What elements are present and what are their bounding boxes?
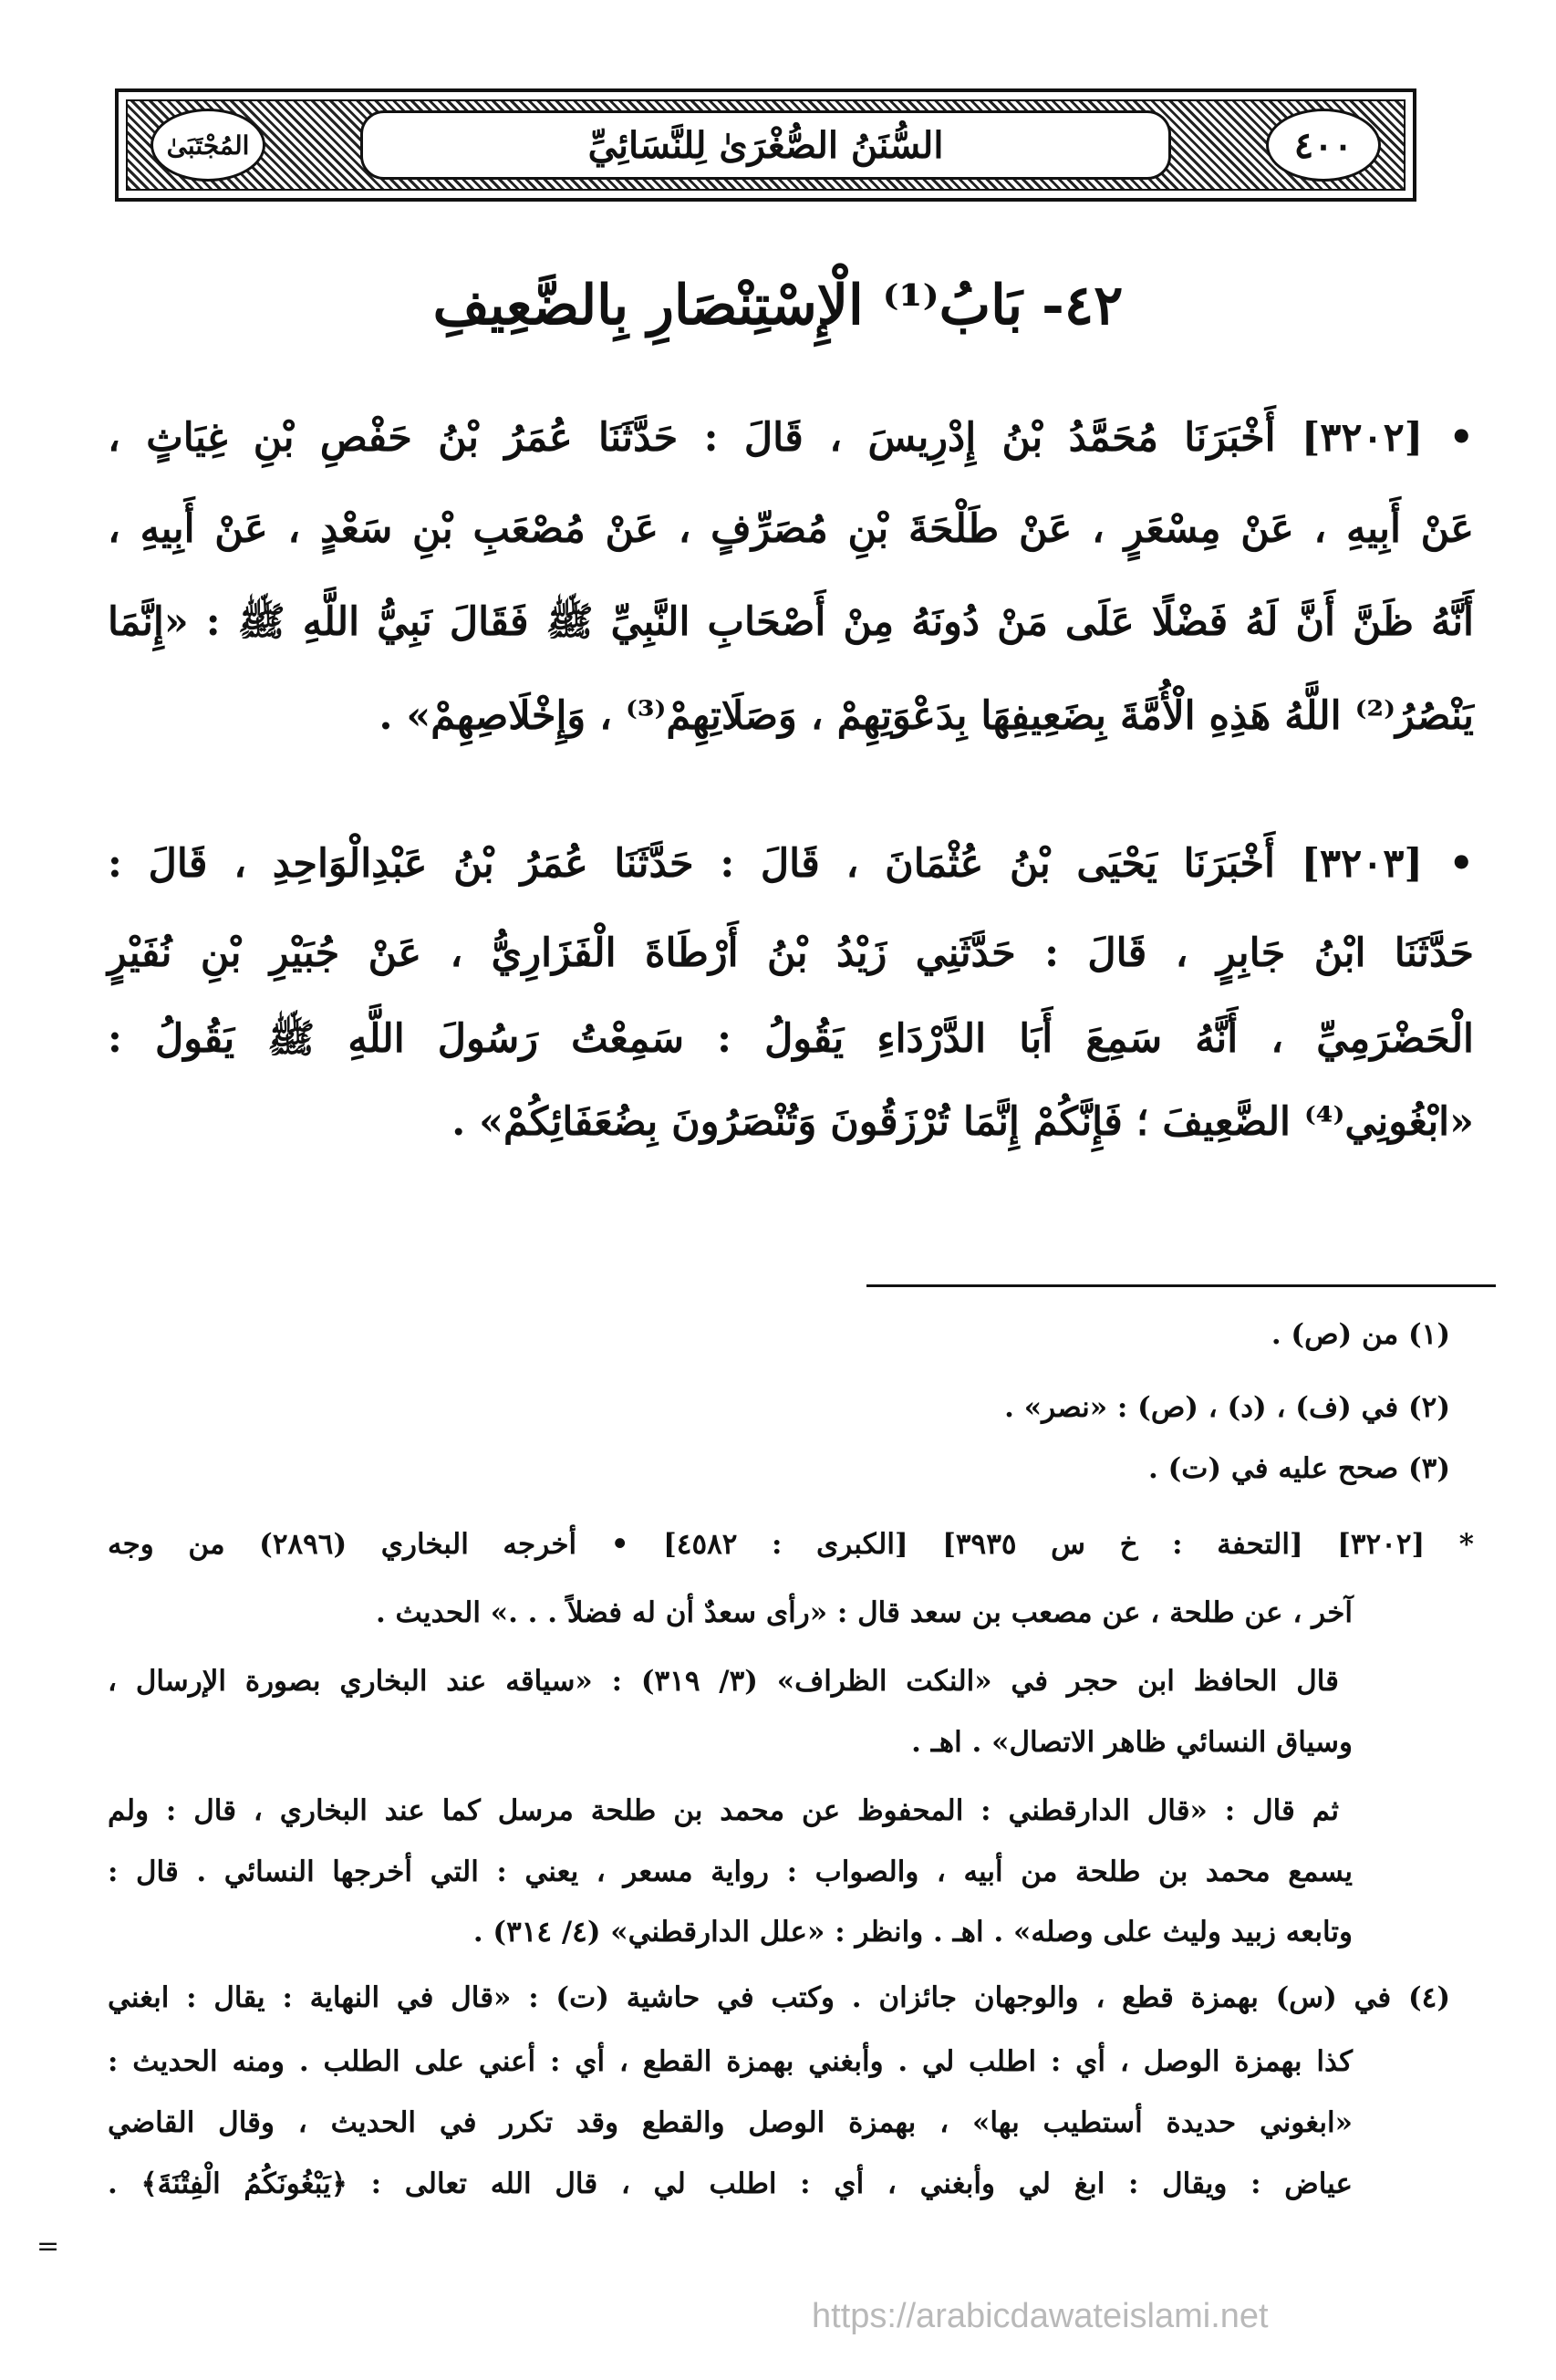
emblem-text: المُجْتَبَىٰ: [166, 130, 250, 161]
hadith-line: الْحَضْرَمِيِّ ، أَنَّهُ سَمِعَ أَبَا الدَّرْدَاءِ يَقُولُ : سَمِعْتُ رَسُولَ اللَّهِ ﷺ يَقُولُ :: [108, 1016, 1474, 1062]
running-title: السُّنَنُ الصُّغْرَىٰ لِلنَّسَائِيِّ: [587, 123, 944, 167]
watermark-url: https://arabicdawateislami.net: [812, 2297, 1269, 2335]
chapter-title: ٤٢- بَابُ⁽¹⁾ الْإِسْتِنْصَارِ بِالضَّعِيفِ: [432, 274, 1124, 338]
page-number-medallion: [1266, 109, 1381, 182]
commentary-line: آخر ، عن طلحة ، عن مصعب بن سعد قال : «رأى سعدٌ أن له فضلاً . . .» الحديث .: [375, 1596, 1353, 1629]
page-number: ٤٠٠: [1293, 123, 1354, 167]
hadith-line: «ابْغُونِي⁽⁴⁾ الضَّعِيفَ ؛ فَإِنَّكُمْ إِنَّمَا تُرْزَقُونَ وَتُنْصَرُونَ بِضُعَفَائِكُمْ» .: [451, 1099, 1474, 1145]
hadith-line: • [٣٢٠٢] أَخْبَرَنَا مُحَمَّدُ بْنُ إِدْرِيسَ ، قَالَ : حَدَّثَنَا عُمَرُ بْنُ حَفْصِ بْنِ غِيَاثٍ ،: [108, 415, 1474, 461]
commentary-line: (٤) في (س) بهمزة قطع ، والوجهان جائزان . وكتب في حاشية (ت) : «قال في النهاية : يقال : ابغني: [108, 1981, 1450, 2014]
footnote: (١) من (ص) .: [1271, 1318, 1450, 1351]
commentary-line: يسمع محمد بن طلحة من أبيه ، والصواب : رواية مسعر ، يعني : التي أخرجها النسائي . قال :: [108, 1855, 1353, 1888]
commentary-line: «ابغوني حديدة أستطيب بها» ، بهمزة الوصل والقطع وقد تكرر في الحديث ، وقال القاضي: [108, 2106, 1353, 2139]
commentary-line: ثم قال : «قال الدارقطني : المحفوظ عن محمد بن طلحة مرسل كما عند البخاري ، قال : ولم: [108, 1794, 1339, 1827]
commentary-line: * [٣٢٠٢] [التحفة : خ س ٣٩٣٥] [الكبرى : ٤٥٨٢] • أخرجه البخاري (٢٨٩٦) من وجه: [108, 1528, 1474, 1561]
hadith-line: • [٣٢٠٣] أَخْبَرَنَا يَحْيَى بْنُ عُثْمَانَ ، قَالَ : حَدَّثَنَا عُمَرُ بْنُ عَبْدِالْوَاحِدِ ، قَالَ :: [108, 841, 1474, 887]
commentary-line: قال الحافظ ابن حجر في «النكت الظراف» (٣/ ٣١٩) : «سياقه عند البخاري بصورة الإرسال ،: [108, 1665, 1339, 1698]
hadith-line: أَنَّهُ ظَنَّ أَنَّ لَهُ فَضْلًا عَلَى مَنْ دُونَهُ مِنْ أَصْحَابِ النَّبِيِّ ﷺ فَقَالَ نَبِيُّ اللَّهِ ﷺ : «إِنَّمَا: [108, 599, 1474, 645]
footnote-separator: [866, 1284, 1496, 1287]
commentary-line: كذا بهمزة الوصل ، أي : اطلب لي . وأبغني بهمزة القطع ، أي : أعني على الطلب . ومنه الحديث :: [108, 2045, 1353, 2078]
hadith-line: عَنْ أَبِيهِ ، عَنْ مِسْعَرٍ ، عَنْ طَلْحَةَ بْنِ مُصَرِّفٍ ، عَنْ مُصْعَبِ بْنِ سَعْدٍ ، عَنْ أَبِيهِ ،: [108, 506, 1474, 552]
continuation-mark: =: [36, 2230, 60, 2262]
commentary-line: وتابعه زبيد وليث على وصله» . اهـ . وانظر : «علل الدارقطني» (٤/ ٣١٤) .: [472, 1916, 1353, 1949]
footnote: (٣) صحح عليه في (ت) .: [1147, 1452, 1450, 1485]
ornamental-border: [126, 99, 1406, 191]
commentary-line: وسياق النسائي ظاهر الاتصال» . اهـ .: [911, 1726, 1353, 1759]
hadith-line: يَنْصُرُ⁽²⁾ اللَّهُ هَذِهِ الْأُمَّةَ بِضَعِيفِهَا بِدَعْوَتِهِمْ ، وَصَلَاتِهِمْ⁽³⁾ ، وَإِخْلَاصِهِمْ» .: [379, 693, 1474, 739]
commentary-line: عياض : ويقال : ابغ لي وأبغني ، أي : اطلب لي ، قال الله تعالى : ﴿يَبْغُونَكُمُ الْفِتْنَةَ﴾ .: [108, 2167, 1353, 2200]
title-cartouche: [360, 110, 1171, 180]
emblem-medallion: [150, 109, 265, 182]
footnote: (٢) في (ف) ، (د) ، (ص) : «نصر» .: [1004, 1391, 1450, 1424]
page-header-frame: [115, 88, 1416, 202]
hadith-line: حَدَّثَنَا ابْنُ جَابِرٍ ، قَالَ : حَدَّثَنِي زَيْدُ بْنُ أَرْطَاةَ الْفَزَارِيُّ ، عَنْ جُبَيْرِ بْنِ نُفَيْرٍ: [108, 930, 1474, 976]
